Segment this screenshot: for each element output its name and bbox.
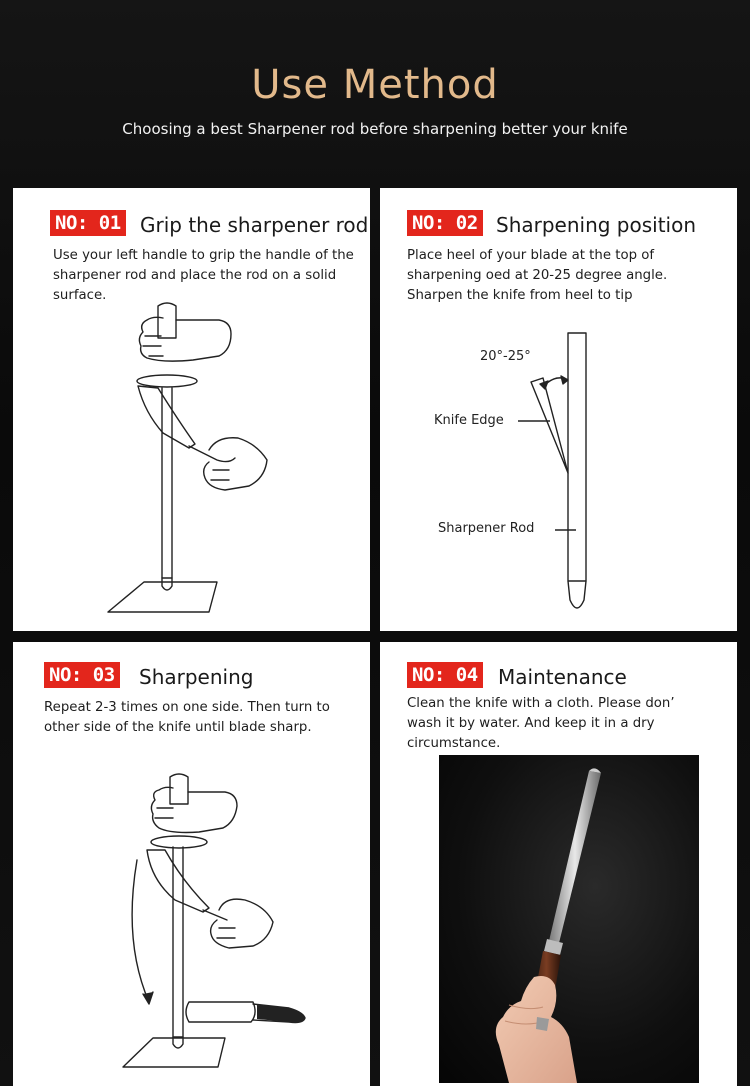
angle-label: 20°-25° [480,349,531,364]
step-description-4: Clean the knife with a cloth. Please don’ wash it by water. And keep it in a dry circumstance. [407,696,675,751]
knife-edge-label: Knife Edge [434,413,504,428]
sharpening-position-diagram [380,188,737,631]
product-photo [439,755,699,1083]
step-card-3 [13,642,370,1086]
page-title: Use Method [251,62,499,108]
sharpener-rod-photo [439,755,699,1083]
step-title-3: Sharpening [139,665,254,689]
sharpener-rod-label: Sharpener Rod [438,521,535,536]
step-badge-1: NO: 01 [50,210,126,236]
step-badge-3: NO: 03 [44,662,120,688]
step-badge-2: NO: 02 [407,210,483,236]
step-description-1: Use your left handle to grip the handle of the sharpener rod and place the rod on a solid surface. [53,248,354,303]
page-subtitle: Choosing a best Sharpener rod before sharpening better your knife [122,120,628,138]
step-title-1: Grip the sharpener rod [140,213,369,237]
step-description-2: Place heel of your blade at the top of sharpening oed at 20-25 degree angle. Sharpen the knife from heel to tip [407,248,668,303]
step-title-4: Maintenance [498,665,627,689]
step-badge-4: NO: 04 [407,662,483,688]
step-description-3: Repeat 2-3 times on one side. Then turn to other side of the knife until blade sharp. [44,700,330,735]
step-card-2 [380,188,737,631]
step-title-2: Sharpening position [496,213,697,237]
sharpening-illustration [13,642,370,1086]
step-card-1 [13,188,370,631]
step-card-4 [380,642,737,1086]
grip-rod-illustration [13,188,370,631]
